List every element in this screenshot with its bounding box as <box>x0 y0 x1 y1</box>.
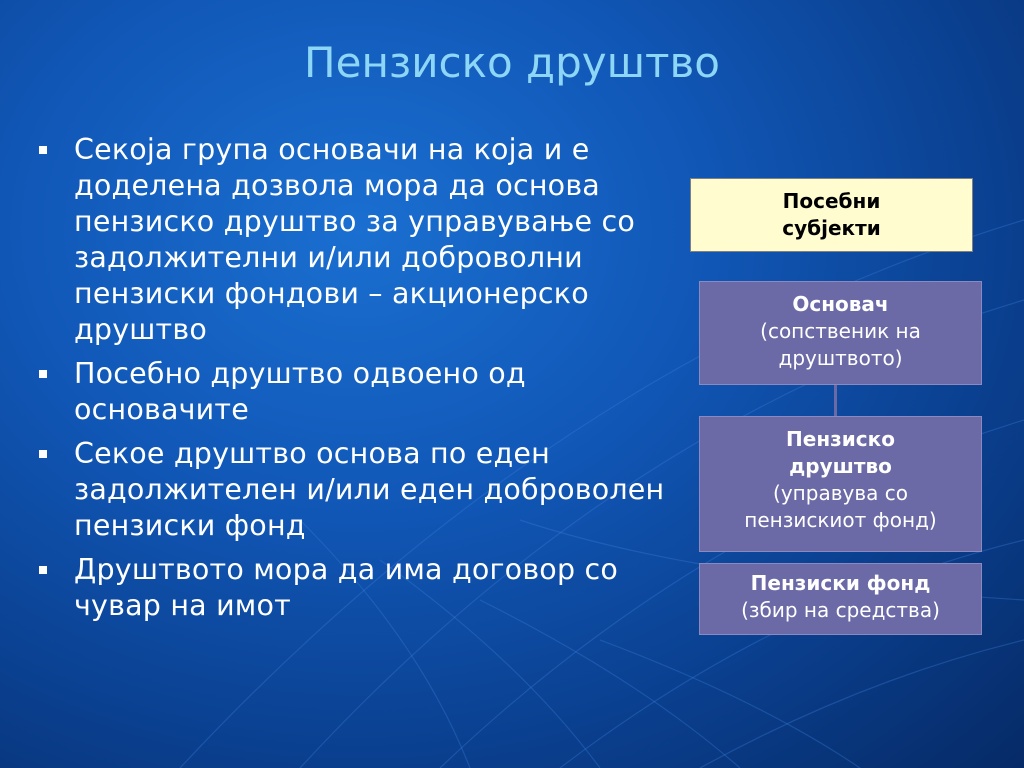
bullet-text: Секоја група основачи на која и е доделена дозвола мора да основа пензиско друштво за управување со задолжителни и/или доброволни пензиски фондови – акционерско друштво <box>74 133 636 346</box>
connector-line <box>834 385 837 416</box>
company-desc-1: (управува со <box>773 481 908 505</box>
founder-desc-1: (сопственик на <box>760 319 921 343</box>
bullet-icon <box>39 450 47 458</box>
list-item <box>36 132 676 348</box>
header-line-1: Посебни <box>782 189 881 213</box>
fund-desc-1: (збир на средства) <box>741 598 940 622</box>
special-entities-header-box <box>690 178 973 252</box>
fund-title: Пензиски фонд <box>750 571 931 595</box>
bullet-icon <box>39 370 47 378</box>
company-desc-2: пензискиот фонд) <box>744 508 937 532</box>
bullet-text: Посебно друштво одвоено од основачите <box>74 357 526 426</box>
list-item <box>36 436 676 544</box>
list-item <box>36 552 676 624</box>
pension-fund-box <box>699 563 982 635</box>
bullet-list <box>36 132 676 632</box>
pension-company-box <box>699 416 982 552</box>
founder-title: Основач <box>792 292 889 316</box>
company-title-1: Пензиско <box>786 427 895 451</box>
founder-box <box>699 281 982 385</box>
page-title: Пензиско друштво <box>304 38 720 87</box>
list-item <box>36 356 676 428</box>
founder-desc-2: друштвото) <box>778 346 903 370</box>
bullet-text: Друштвото мора да има договор со чувар на имот <box>74 553 619 622</box>
company-title-2: друштво <box>789 454 892 478</box>
bullet-icon <box>39 146 47 154</box>
bullet-icon <box>39 566 47 574</box>
bullet-text: Секое друштво основа по еден задолжителен и/или еден доброволен пензиски фонд <box>74 437 665 542</box>
header-line-2: субјекти <box>782 216 881 240</box>
